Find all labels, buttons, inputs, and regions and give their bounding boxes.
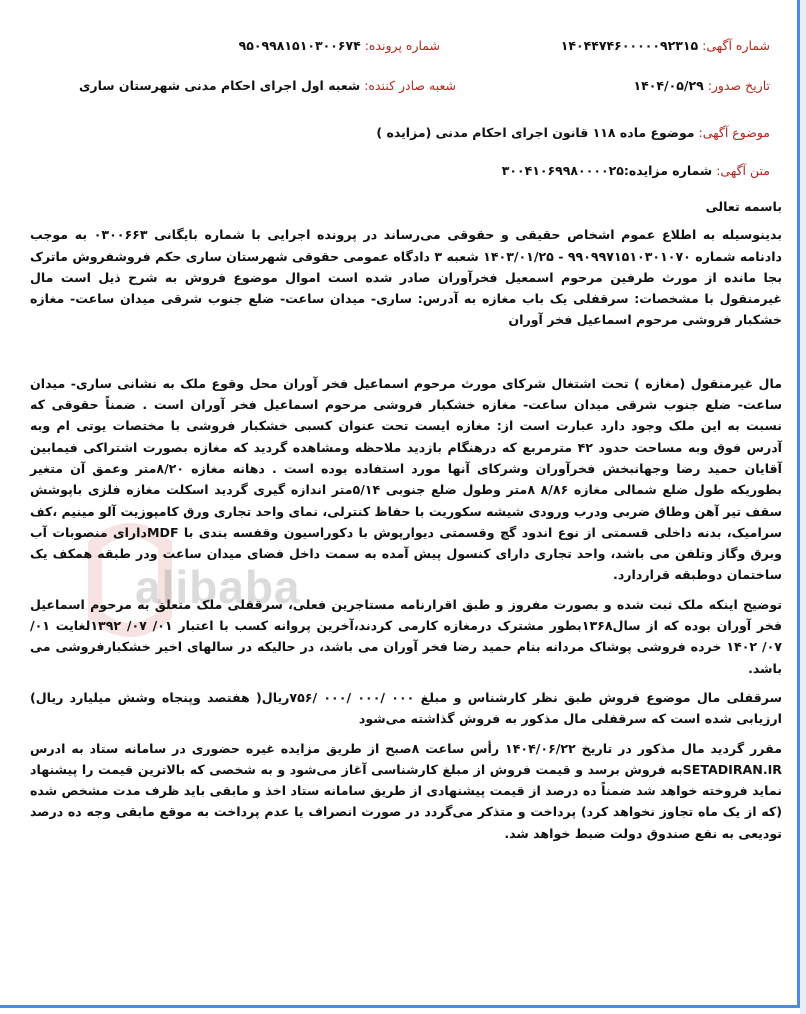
- ad-number-field: [561, 37, 770, 55]
- notice-body: [30, 196, 782, 844]
- issue-date-value: ۱۴۰۴/۰۵/۲۹: [633, 78, 704, 93]
- case-number-value: ۹۵۰۹۹۸۱۵۱۰۳۰۰۶۷۴: [238, 38, 361, 53]
- ad-number-value: ۱۴۰۴۴۷۴۶۰۰۰۰۰۹۲۳۱۵: [560, 38, 699, 53]
- paragraph-property-description: مال غیرمنقول (مغازه ) تحت اشتغال شرکای مورث مرحوم اسماعیل فخر آوران محل وقوع ملک به نشانی ساری- میدان ساعت- ضلع جنوب شرقی میدان ساعت- مغازه خشکبار فروشی مرحوم اسماعیل فخر آوران است . ضمناً حقوقی که نسبت به این ملک وجود دارد عبارت است از: مغازه ایست تحت عنوان کسبی خشکبار فروشی با مختصات یوتی ام وبه آدرس فوق وبه مساحت حدود ۴۲ مترمربع که درهنگام بازدید ملاحظه ومشاهده گردید که مغازه بصورت اشتراکی فیمابین آقایان حمید رضا وجهانبخش فخرآوران وشرکای آنها مورد استفاده بوده است . دهانه مغازه ۸/۲۰متر وعمق آن متغیر بطوریکه طول ضلع شمالی مغازه ۸/۸۶ ۸متر وطول ضلع جنوبی ۵/۱۴متر اندازه گیری گردید اسکلت مغازه فلزی باپوشش سقف تیر آهن وطاق ضربی ودرب ورودی شیشه سکوریت با حفاظ کنترلی، نمای واحد تجاری ورق کامپوزیت آلو مینیم ،کف سرامیک، بدنه داخلی قسمتی از نوع اندود گچ وقسمتی دیوارپوش با دکوراسیون وقفسه بندی با MDFدارای منصوبات آب وبرق وگاز وتلفن می باشد، واحد تجاری دارای کنسول پیش آمده به سمت داخل فضای میدان ساعت ودر طبقه همکف یک ساختمان دوطبقه قراردارد.: [30, 375, 783, 583]
- ad-number-label: شماره آگهی:: [702, 38, 770, 53]
- case-number-label: شماره پرونده:: [364, 38, 440, 53]
- subject-label: موضوع آگهی:: [698, 125, 770, 140]
- subject-value: موضوع ماده ۱۱۸ قانون اجرای احکام مدنی (مزایده ): [376, 125, 695, 140]
- paragraph-intro: بدینوسیله به اطلاع عموم اشخاص حقیقی و حقوقی می‌رساند در پرونده اجرایی با شماره بایگانی ۰۳۰۰۶۶۳ به موجب دادنامه شماره ۹۹۰۹۹۷۱۵۱۰۳۰۱۰۷۰ - ۱۴۰۳/۰۱/۲۵ شعبه ۳ دادگاه عمومی حقوقی شهرستان ساری حکم فروشفروش ماترک بجا مانده از مورث طرفین مرحوم اسمعیل فخرآوران صادر شده است اموال موضوع فروش به شرح ذیل است مال غیرمنقول با مشخصات: سرقفلی یک باب مغازه به آدرس: ساری- میدان ساعت- ضلع جنوب شرقی میدان ساعت- مغازه خشکبار فروشی مرحوم اسماعیل فخر آوران: [29, 227, 782, 328]
- watermark-text: alibaba: [135, 561, 301, 613]
- issue-date-label: تاریخ صدور:: [707, 78, 770, 93]
- subject-field: [376, 124, 770, 142]
- paragraph-ownership: توضیح اینکه ملک ثبت شده و بصورت مفروز و طبق اقرارنامه مستاجرین فعلی، سرقفلی ملک متعلق به مرحوم اسماعیل فخر آوران بوده که از سال۱۳۶۸بطور مشترک درمغازه کارمی کردند،آخرین پروانه کسب با اعتبار ۰۱/ ۰۷/ ۱۳۹۲لغایت ۰۱/ ۰۷/ ۱۴۰۲ خرده فروشی پوشاک مردانه بنام حمید رضا فخر آوران می باشد، در حالیکه در سالهای اخیر خشکبارفروشی می باشد.: [30, 596, 783, 676]
- auction-site-link[interactable]: SETADIRAN.IR: [682, 761, 782, 777]
- issue-date-field: [634, 77, 770, 95]
- case-number-field: [239, 37, 440, 55]
- issuer-label: شعبه صادر کننده:: [364, 78, 456, 93]
- text-field: [502, 162, 770, 180]
- auction-terms-end: به فروش برسد و قیمت فروش از مبلغ کارشناسی آغاز می‌شود و به شخصی که بالاترین قیمت را پیشنهاد نماید فروخته خواهد شد ضمناً ده درصد از قیمت پیشنهادی از طریق سامانه ستاد اخذ و مابقی باید ظرف مدت مشخص شده (که از یک ماه تجاوز نخواهد کرد) پرداخت و متذکر می‌گردد در صورت انصراف یا عدم پرداخت به موقع مابقی وجه ده درصد تودیعی به نفع صندوق دولت ضبط خواهد شد.: [30, 761, 782, 841]
- auction-number: شماره مزایده:۳۰۰۴۱۰۶۹۹۸۰۰۰۰۲۵: [501, 163, 713, 178]
- issuer-field: [79, 77, 456, 95]
- paragraph-auction-terms: [30, 738, 782, 844]
- paragraph-valuation: سرقفلی مال موضوع فروش طبق نظر کارشناس و مبلغ ۰۰۰ /۰۰۰ /۰۰۰ /۷۵۶ریال( هفتصد وپنجاه وشش میلیارد ریال) ارزیابی شده است که سرقفلی مال مذکور به فروش گذاشته می‌شود: [30, 689, 783, 727]
- scrollbar[interactable]: [800, 0, 806, 1014]
- text-label: متن آگهی:: [716, 163, 770, 178]
- issuer-value: شعبه اول اجرای احکام مدنی شهرستان ساری: [78, 78, 361, 93]
- auction-terms-start: مقرر گردید مال مذکور در تاریخ ۱۴۰۴/۰۶/۲۲ رأس ساعت ۸صبح از طریق مزایده غیره حضوری در سامانه ستاد به ادرس: [30, 740, 782, 756]
- salutation: باسمه تعالی: [705, 199, 782, 214]
